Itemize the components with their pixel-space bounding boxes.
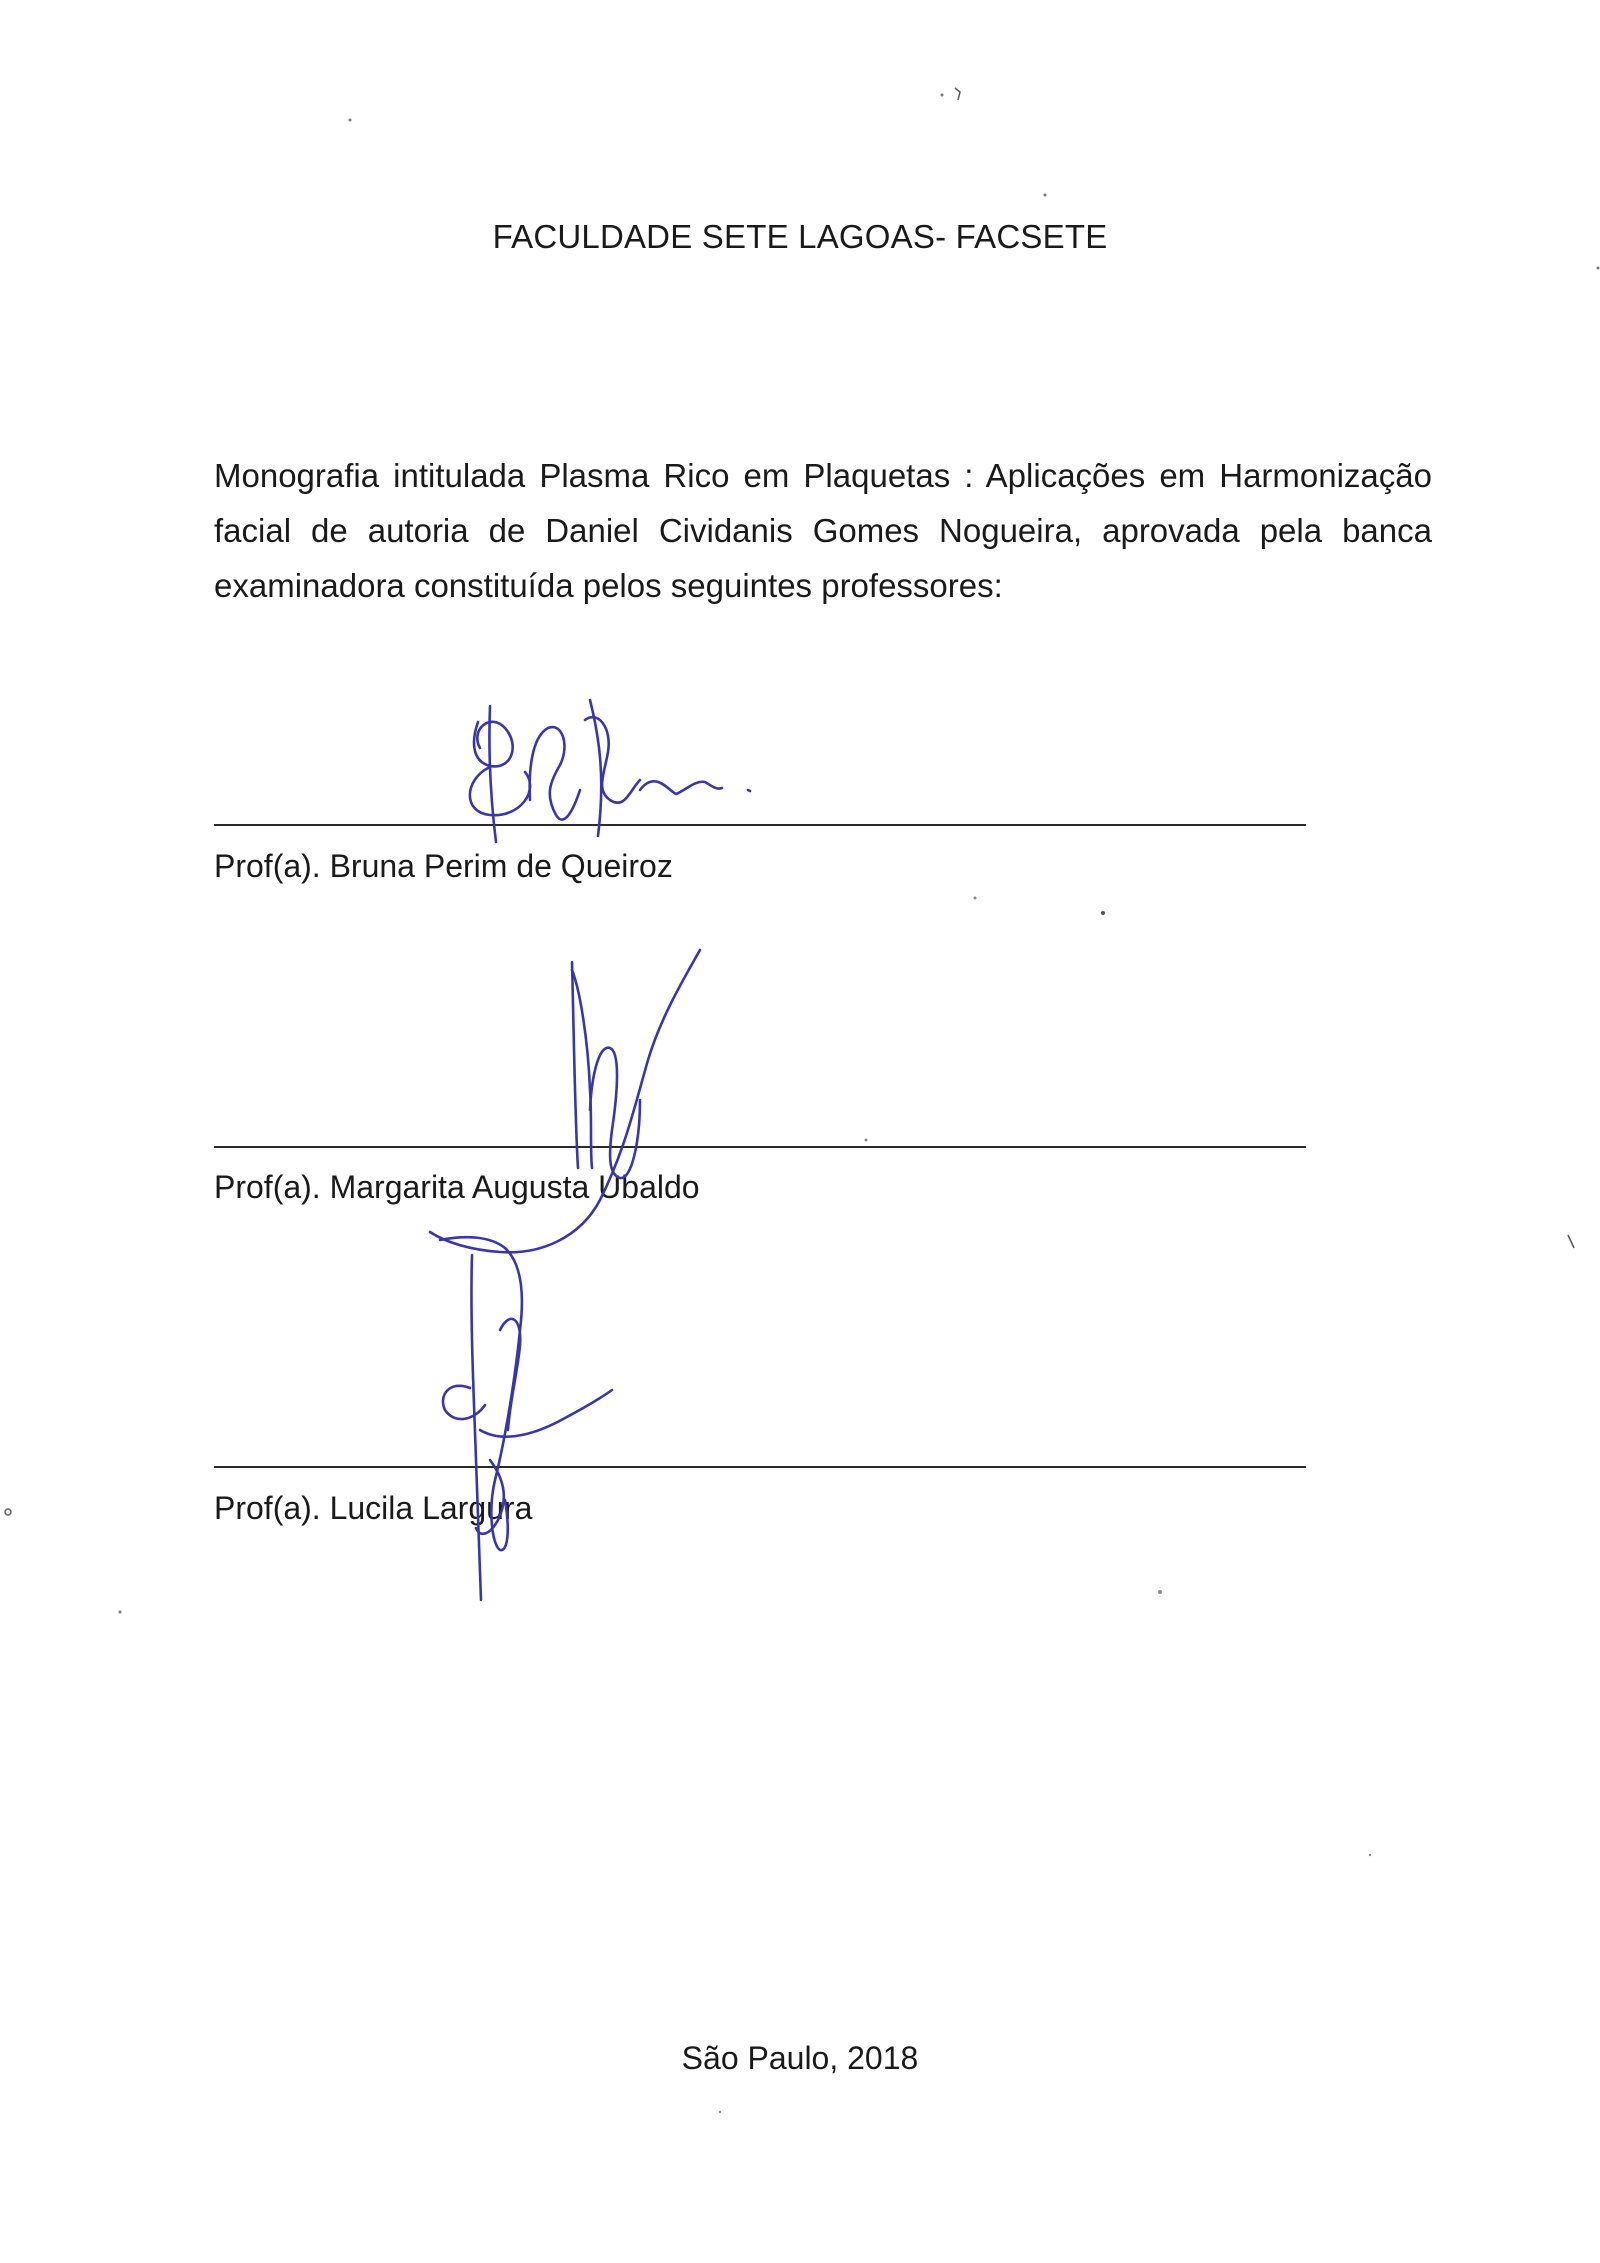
examiner-name-2: Prof(a). Margarita Augusta Ubaldo (214, 1169, 700, 1205)
examiner-name-1: Prof(a). Bruna Perim de Queiroz (214, 848, 673, 884)
signature-line-3 (214, 1466, 1306, 1468)
signature-3 (440, 1237, 612, 1600)
approval-statement: Monografia intitulada Plasma Rico em Plaquetas : Aplicações em Harmonização facial de autoria de Daniel Cividanis Gomes Nogueira, aprovada pela banca examinadora constituída pelos seguintes professores: (214, 457, 1432, 604)
signature-1 (470, 700, 750, 842)
signature-2 (430, 950, 700, 1252)
city-year: São Paulo, 2018 (681, 2040, 919, 2076)
examiner-name-3: Prof(a). Lucila Largura (214, 1490, 533, 1526)
signature-line-1 (214, 824, 1306, 826)
institution-title: FACULDADE SETE LAGOAS- FACSETE (492, 218, 1108, 255)
signature-line-2 (214, 1146, 1306, 1148)
